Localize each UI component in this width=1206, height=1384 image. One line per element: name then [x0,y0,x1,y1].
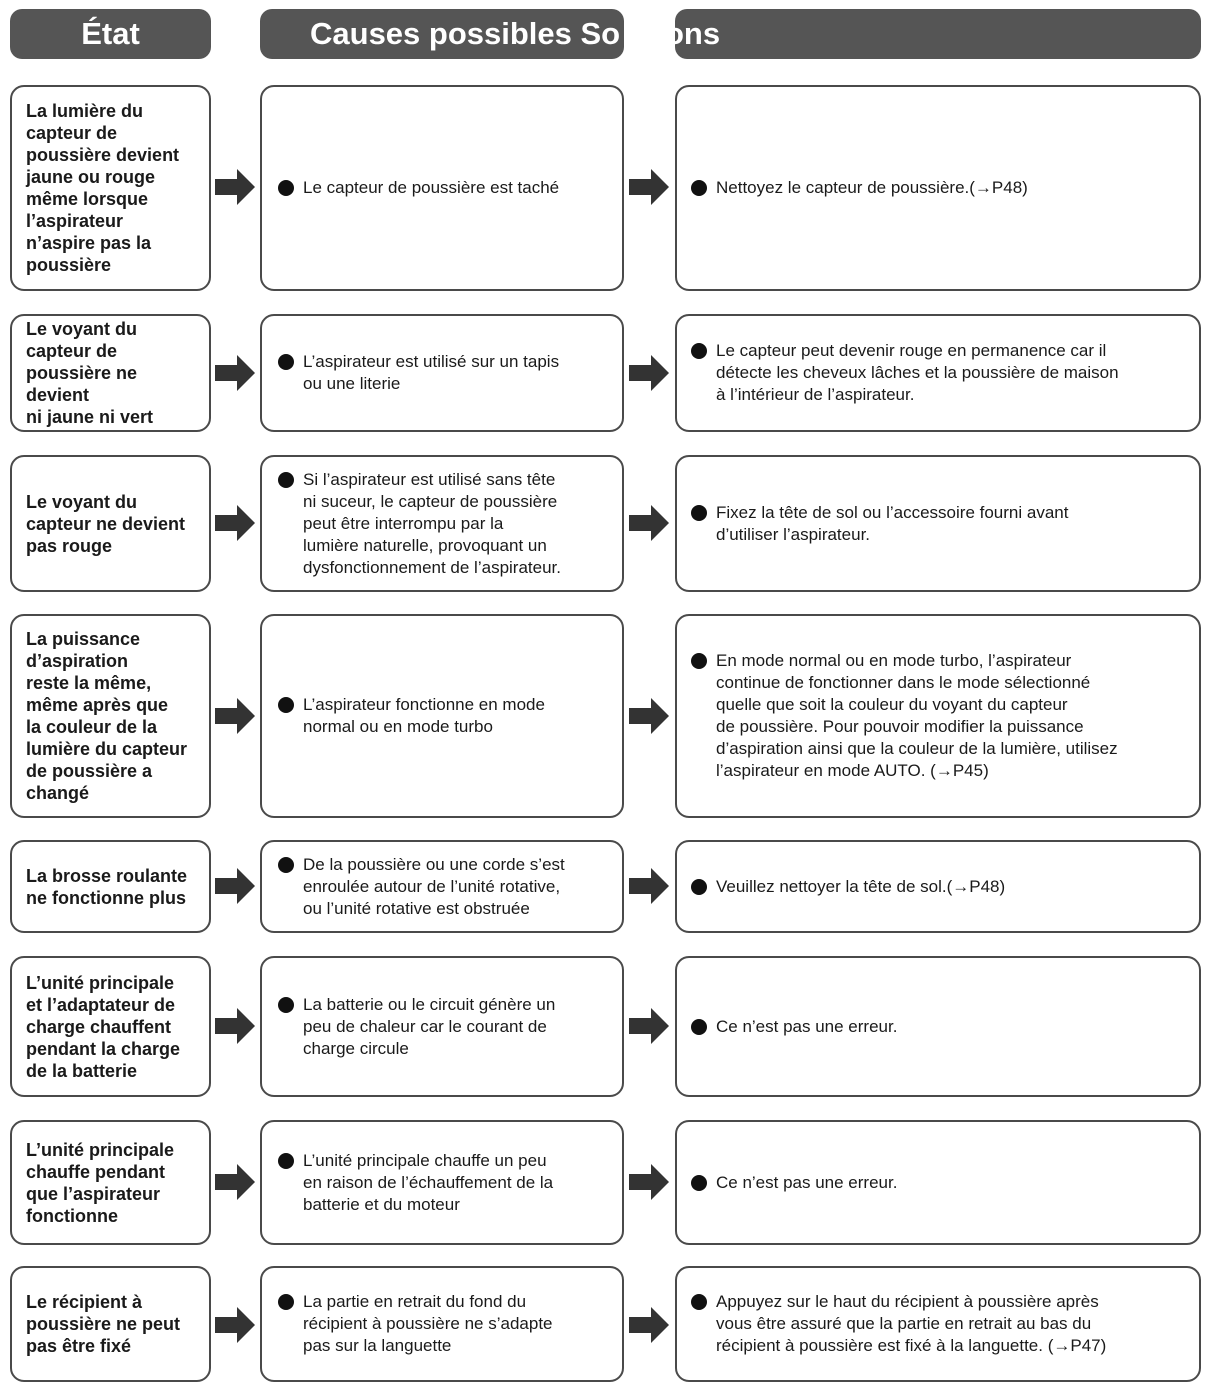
solution-cell [675,840,1201,933]
solution-cell [675,85,1201,291]
etat-text: Le récipient à poussière ne peut pas être fixé [26,1292,181,1356]
etat-text: La lumière du capteur de poussière devient jaune ou rouge même lorsque l’aspirateur n’aspire pas la poussière [26,101,180,275]
etat-text: L’unité principale chauffe pendant que l’aspirateur fonctionne [26,1139,175,1226]
solution-text: Veuillez nettoyer la tête de sol.(→P48) [716,876,1006,896]
solution-cell [675,455,1201,592]
arrow-icon [627,1162,671,1202]
cause-cell [260,314,624,432]
cause-text: Si l’aspirateur est utilisé sans tête ni suceur, le capteur de poussière peut être interrompu par la lumière naturelle, provoquant un dysfonctionnement de l’aspirateur. [303,469,561,577]
etat-cell [10,614,211,818]
header-etat: État [10,9,211,59]
bullet-icon [278,1153,294,1169]
arrow-icon [627,1305,671,1345]
arrow-icon [627,503,671,543]
bullet-icon [691,653,707,669]
cause-text: La batterie ou le circuit génère un peu de chaleur car le courant de charge circule [303,994,556,1058]
solution-cell [675,1120,1201,1245]
etat-cell [10,85,211,291]
bullet-icon [691,1294,707,1310]
header-solutions [665,9,1201,59]
cause-text: De la poussière ou une corde s’est enroulée autour de l’unité rotative, ou l’unité rotative est obstruée [303,854,565,918]
etat-cell [10,840,211,933]
cause-text: La partie en retrait du fond du récipient à poussière ne s’adapte pas sur la languette [303,1292,553,1355]
solution-text: Appuyez sur le haut du récipient à poussière après vous être assuré que la partie en retrait au bas du récipient à poussière est fixé à la languette. (→P47) [716,1292,1107,1355]
solution-cell [675,1266,1201,1382]
arrow-icon [213,696,257,736]
header-causes: Causes possibles So [260,9,624,59]
arrow-icon [213,866,257,906]
cause-text: L’aspirateur fonctionne en mode normal ou en mode turbo [303,695,545,736]
etat-text: L’unité principale et l’adaptateur de charge chauffent pendant la charge de la batterie [26,972,181,1081]
solution-text: Nettoyez le capteur de poussière.(→P48) [716,178,1028,197]
header-solutions-text: ons [665,16,721,51]
etat-cell [10,455,211,592]
etat-text: Le voyant du capteur de poussière ne devient ni jaune ni vert [26,319,154,427]
etat-cell [10,1120,211,1245]
cause-cell [260,455,624,592]
etat-text: Le voyant du capteur ne devient pas rouge [26,491,186,556]
arrow-icon [213,1162,257,1202]
solution-text: En mode normal ou en mode turbo, l’aspirateur continue de fonctionner dans le mode sélectionné quelle que soit la couleur du voyant du capteur de poussière. Pour pouvoir modifier la puissance d’aspiration ainsi que la couleur de la lumière, utilisez l’aspirateur en mode AUTO. (→P45) [716,651,1118,780]
etat-text: La brosse roulante ne fonctionne plus [26,865,188,908]
arrow-icon [213,1305,257,1345]
arrow-icon [627,696,671,736]
bullet-icon [278,354,294,370]
arrow-icon [627,866,671,906]
bullet-icon [278,697,294,713]
solution-text: Fixez la tête de sol ou l’accessoire fourni avant d’utiliser l’aspirateur. [716,502,1069,544]
cause-text: L’aspirateur est utilisé sur un tapis ou une literie [303,352,560,393]
cause-cell [260,85,624,291]
solution-cell [675,314,1201,432]
etat-cell [10,314,211,432]
bullet-icon [691,1175,707,1191]
solution-text: Le capteur peut devenir rouge en permanence car il détecte les cheveux lâches et la poussière de maison à l’intérieur de l’aspirateur. [716,341,1119,404]
cause-cell [260,1266,624,1382]
arrow-icon [213,503,257,543]
cause-cell [260,614,624,818]
cause-text: L’unité principale chauffe un peu en raison de l’échauffement de la batterie et du moteur [303,1150,554,1214]
cause-cell [260,956,624,1097]
bullet-icon [278,857,294,873]
arrow-icon [627,167,671,207]
solution-text: Ce n’est pas une erreur. [716,1172,898,1192]
bullet-icon [691,879,707,895]
solution-text: Ce n’est pas une erreur. [716,1016,898,1036]
etat-text: La puissance d’aspiration reste la même, même après que la couleur de la lumière du capteur de poussière a changé [26,629,188,803]
etat-cell [10,956,211,1097]
etat-cell [10,1266,211,1382]
bullet-icon [691,343,707,359]
arrow-icon [213,1006,257,1046]
bullet-icon [278,997,294,1013]
cause-text: Le capteur de poussière est taché [303,178,560,197]
cause-cell [260,1120,624,1245]
bullet-icon [691,180,707,196]
bullet-icon [691,505,707,521]
arrow-icon [213,167,257,207]
bullet-icon [278,472,294,488]
arrow-icon [627,1006,671,1046]
bullet-icon [278,180,294,196]
bullet-icon [691,1019,707,1035]
solution-cell [675,956,1201,1097]
cause-cell [260,840,624,933]
arrow-icon [213,353,257,393]
solution-cell [675,614,1201,818]
arrow-icon [627,353,671,393]
bullet-icon [278,1294,294,1310]
